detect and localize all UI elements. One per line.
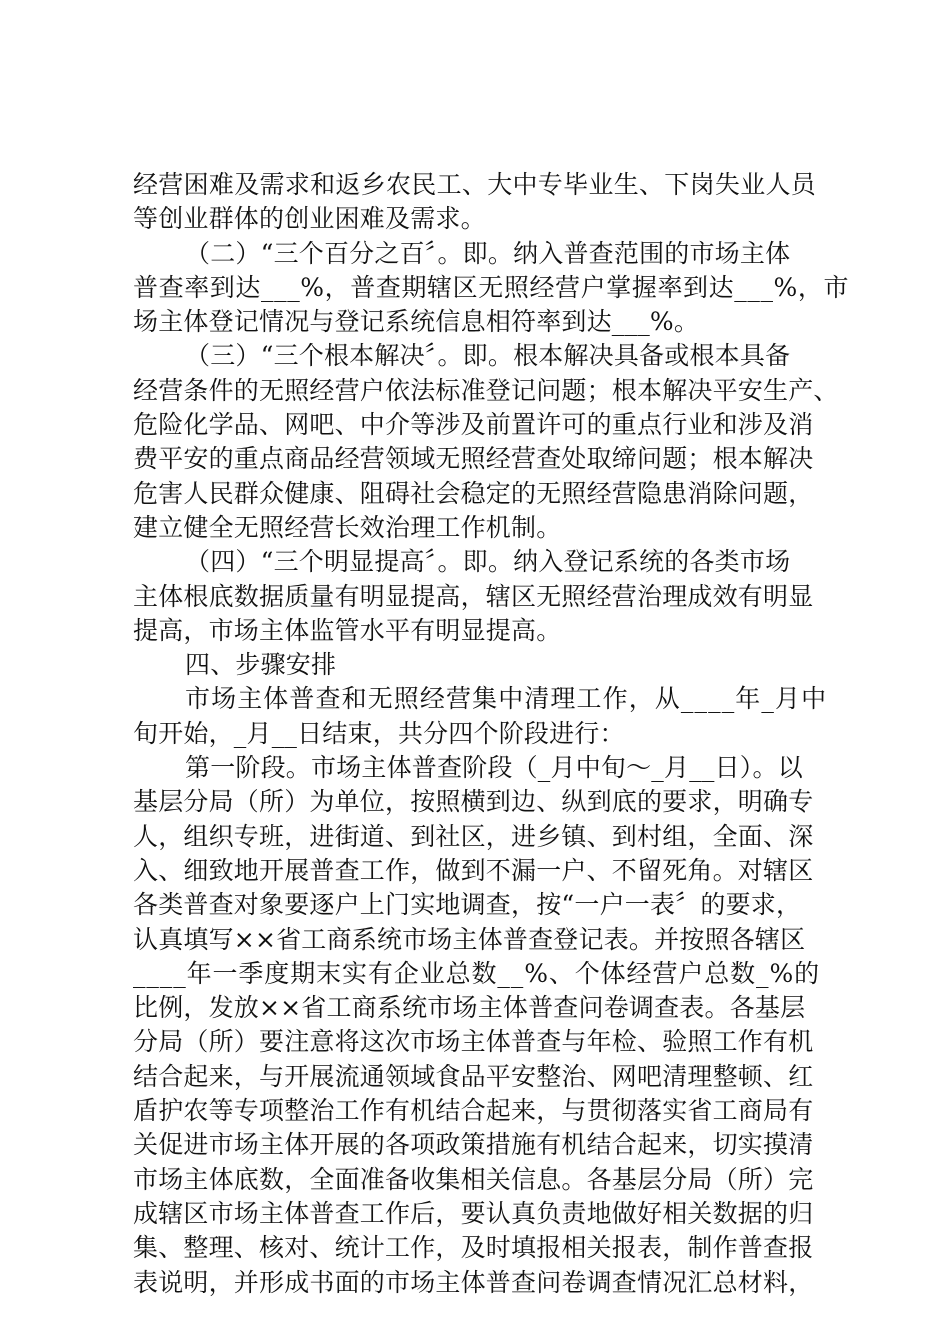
text-line: 各类普查对象要逐户上门实地调查，按“一户一表〞的要求，: [133, 890, 802, 920]
text-line: 第一阶段。市场主体普查阶段（_月中旬～_月__日）。以: [185, 753, 803, 783]
text-line: 成辖区市场主体普查工作后，要认真负责地做好相关数据的归: [133, 1198, 814, 1228]
text-line: （四）“三个明显提高〞。即。纳入登记系统的各类市场: [185, 547, 791, 577]
text-line: 关促进市场主体开展的各项政策措施有机结合起来，切实摸清: [133, 1130, 814, 1160]
text-line: 集、整理、核对、统计工作，及时填报相关报表，制作普查报: [133, 1233, 814, 1263]
text-line: 普查率到达___%，普查期辖区无照经营户掌握率到达___%，市: [133, 272, 850, 302]
text-line: 基层分局（所）为单位，按照横到边、纵到底的要求，明确专: [133, 787, 814, 817]
text-line: （二）“三个百分之百〞。即。纳入普查范围的市场主体: [185, 238, 791, 268]
text-line: 建立健全无照经营长效治理工作机制。: [133, 512, 562, 542]
text-line: 结合起来，与开展流通领域食品平安整治、网吧清理整顿、红: [133, 1061, 814, 1091]
text-line: 等创业群体的创业困难及需求。: [133, 204, 486, 234]
text-line: 费平安的重点商品经营领域无照经营查处取缔问题；根本解决: [133, 444, 814, 474]
text-line: （三）“三个根本解决〞。即。根本解决具备或根本具备: [185, 341, 791, 371]
text-line: 主体根底数据质量有明显提高，辖区无照经营治理成效有明显: [133, 581, 814, 611]
text-line: 人，组织专班，进街道、到社区，进乡镇、到村组，全面、深: [133, 821, 814, 851]
text-line: 盾护农等专项整治工作有机结合起来，与贯彻落实省工商局有: [133, 1096, 814, 1126]
text-line: 比例，发放××省工商系统市场主体普查问卷调查表。各基层: [133, 993, 806, 1023]
text-line: 危害人民群众健康、阻碍社会稳定的无照经营隐患消除问题，: [133, 478, 814, 508]
document-body: [133, 168, 850, 1300]
section-heading: 四、步骤安排: [185, 650, 337, 680]
text-line: 提高，市场主体监管水平有明显提高。: [133, 615, 562, 645]
text-line: 旬开始，_月__日结束，共分四个阶段进行：: [133, 718, 625, 748]
text-line: 市场主体底数，全面准备收集相关信息。各基层分局（所）完: [133, 1164, 814, 1194]
text-line: 危险化学品、网吧、中介等涉及前置许可的重点行业和涉及消: [133, 410, 814, 440]
text-line: ____年一季度期末实有企业总数__%、个体经营户总数_%的: [133, 958, 821, 988]
text-line: 经营条件的无照经营户依法标准登记问题；根本解决平安生产、: [133, 375, 839, 405]
text-line: 市场主体普查和无照经营集中清理工作，从____年_月中: [185, 684, 828, 714]
text-line: 分局（所）要注意将这次市场主体普查与年检、验照工作有机: [133, 1027, 814, 1057]
text-line: 入、细致地开展普查工作，做到不漏一户、不留死角。对辖区: [133, 855, 814, 885]
text-line: 经营困难及需求和返乡农民工、大中专毕业生、下岗失业人员: [133, 170, 817, 199]
text-line: 认真填写××省工商系统市场主体普查登记表。并按照各辖区: [133, 924, 806, 954]
text-line: 场主体登记情况与登记系统信息相符率到达___%。: [133, 307, 700, 337]
text-line: 表说明，并形成书面的市场主体普查问卷调查情况汇总材料，: [133, 1267, 814, 1297]
